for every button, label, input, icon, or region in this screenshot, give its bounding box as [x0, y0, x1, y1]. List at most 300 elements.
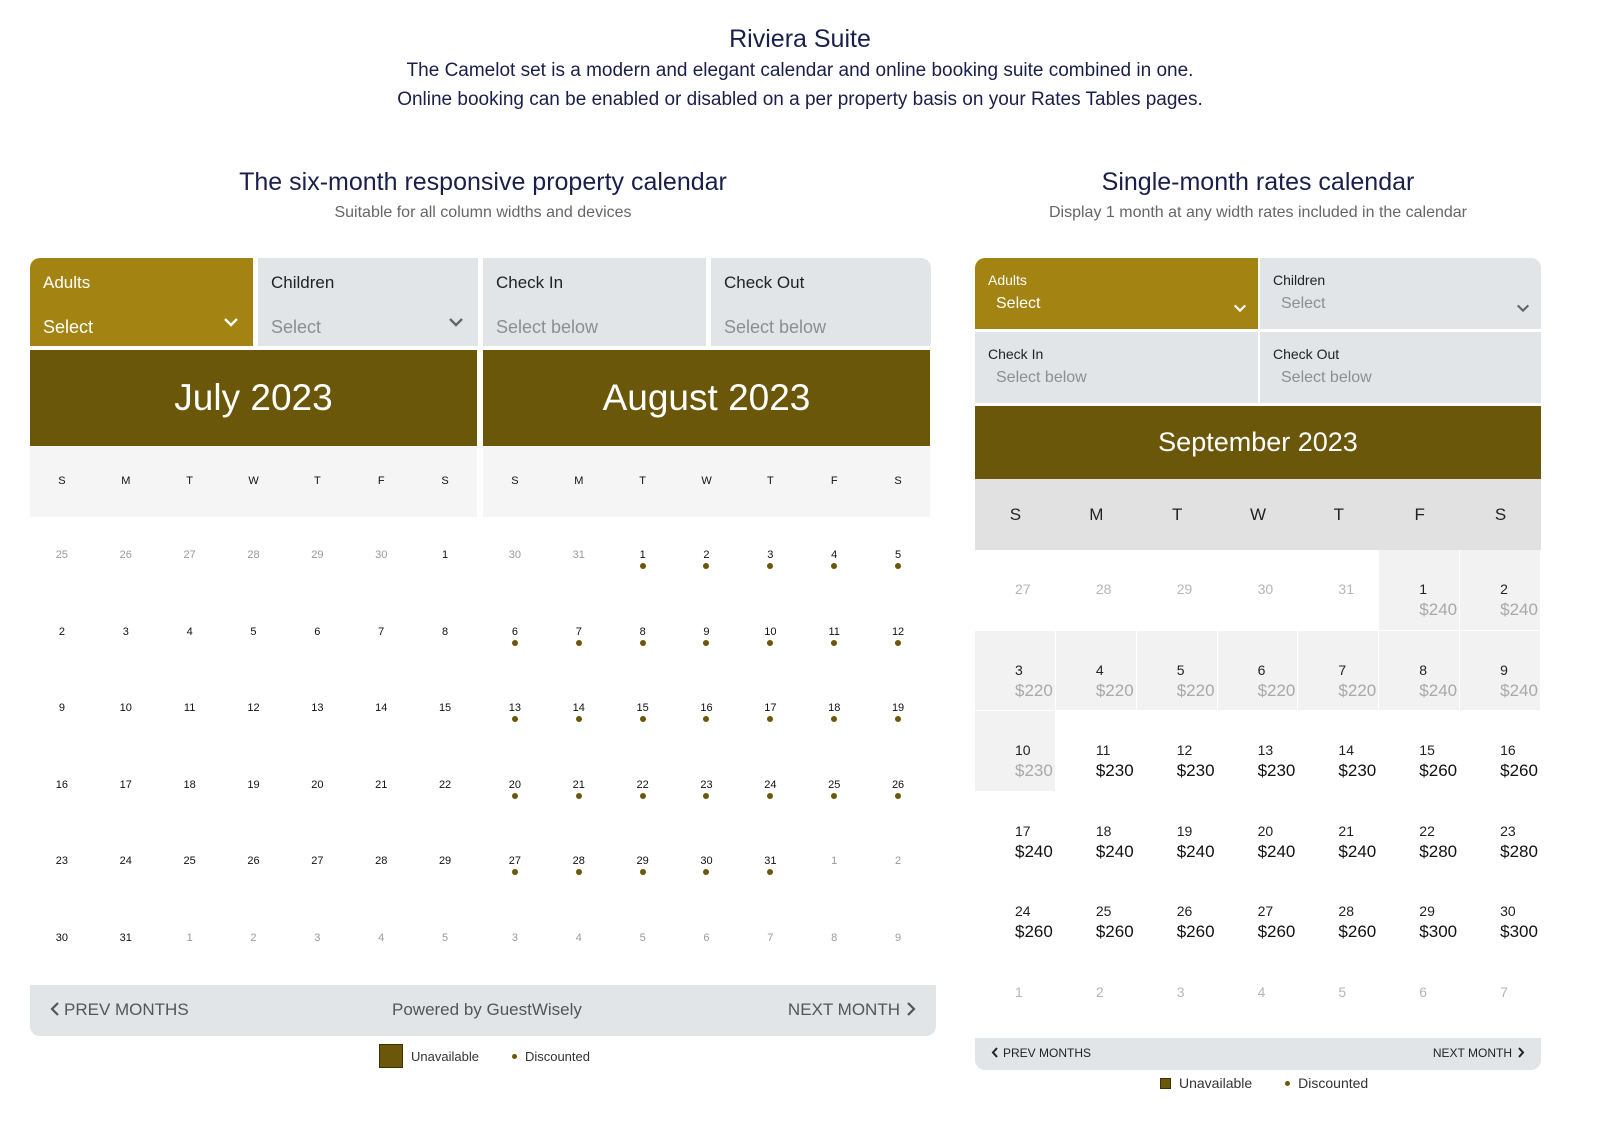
day-cell[interactable] — [222, 823, 286, 900]
day-price: $280 — [1419, 841, 1458, 861]
day-cell[interactable] — [483, 670, 547, 747]
day-number: 1 — [1015, 983, 1023, 1000]
weekday-label: S — [441, 475, 449, 487]
check-in-selector[interactable] — [483, 258, 706, 346]
day-cell[interactable] — [413, 823, 477, 900]
day-cell — [158, 517, 222, 594]
day-cell — [547, 900, 611, 977]
day-number: 6 — [511, 625, 518, 638]
day-cell[interactable] — [975, 792, 1056, 873]
day-cell[interactable] — [94, 594, 158, 671]
page-description-1: The Camelot set is a modern and elegant calendar and online booking suite combined in one. — [406, 60, 1194, 81]
day-cell[interactable] — [94, 900, 158, 977]
day-number: 18 — [1095, 822, 1112, 839]
september-month-header: September 2023 — [975, 406, 1541, 479]
day-price: $230 — [1257, 761, 1296, 780]
chevron-down-icon — [1232, 300, 1248, 316]
single-month-legend — [1160, 1075, 1368, 1091]
day-number: 27 — [1257, 903, 1274, 919]
day-cell[interactable] — [675, 594, 739, 671]
day-cell[interactable] — [738, 670, 802, 747]
day-cell[interactable] — [866, 670, 930, 747]
next-month-button-2[interactable] — [1433, 1046, 1525, 1060]
day-number: 20 — [1257, 822, 1274, 839]
day-number: 11 — [828, 625, 840, 638]
day-cell[interactable] — [30, 900, 94, 977]
day-number: 13 — [311, 702, 324, 714]
day-price: $220 — [1338, 680, 1377, 700]
day-number: 18 — [183, 778, 196, 791]
day-number: 9 — [895, 931, 902, 944]
day-cell[interactable] — [611, 670, 675, 747]
day-number: 28 — [1338, 903, 1354, 919]
discount-dot — [895, 716, 901, 722]
day-price: $260 — [1338, 922, 1377, 941]
day-number: 30 — [508, 549, 522, 561]
weekday-label: T — [767, 475, 774, 487]
day-cell[interactable] — [547, 670, 611, 747]
day-cell[interactable] — [866, 517, 930, 594]
day-cell[interactable] — [158, 747, 222, 824]
day-cell[interactable] — [1056, 711, 1137, 792]
day-number: 27 — [183, 549, 196, 561]
discount-dot — [703, 563, 709, 569]
day-number: 15 — [1419, 742, 1435, 758]
day-number: 30 — [55, 931, 69, 944]
day-number: 13 — [1257, 742, 1274, 758]
day-cell — [611, 900, 675, 977]
day-number: 31 — [119, 931, 132, 944]
day-cell[interactable] — [1460, 872, 1541, 953]
single-month-day-grid — [975, 550, 1541, 1033]
check-out-selector-2[interactable] — [1260, 332, 1541, 403]
day-cell[interactable] — [483, 594, 547, 671]
day-cell — [975, 631, 1056, 712]
day-number: 7 — [1338, 661, 1347, 678]
day-number: 8 — [639, 625, 646, 638]
day-number: 8 — [831, 931, 838, 944]
day-price: $220 — [1095, 680, 1134, 700]
day-cell[interactable] — [975, 872, 1056, 953]
day-price: $260 — [1419, 761, 1458, 780]
chevron-down-icon — [447, 313, 465, 331]
discount-dot — [703, 716, 709, 722]
discount-dot — [831, 716, 837, 722]
day-number: 5 — [1176, 661, 1185, 678]
weekday-label: S — [1009, 505, 1022, 524]
day-cell[interactable] — [675, 670, 739, 747]
day-price: $240 — [1257, 841, 1296, 861]
discount-dot — [767, 563, 773, 569]
day-cell[interactable] — [158, 823, 222, 900]
day-grid — [30, 517, 477, 976]
day-cell[interactable] — [802, 670, 866, 747]
day-number: 4 — [831, 549, 838, 561]
day-price: $260 — [1500, 761, 1538, 780]
day-number: 27 — [1015, 581, 1031, 597]
powered-by-link[interactable]: Powered by GuestWisely — [392, 1000, 582, 1019]
day-number: 9 — [58, 702, 65, 714]
day-number: 12 — [1176, 742, 1193, 758]
day-cell[interactable] — [30, 747, 94, 824]
day-number: 28 — [375, 855, 388, 867]
day-cell — [1137, 631, 1218, 712]
day-cell[interactable] — [1298, 792, 1379, 873]
day-cell — [222, 517, 286, 594]
day-number: 28 — [572, 855, 585, 867]
day-cell — [1056, 953, 1137, 1034]
weekday-label: F — [1414, 505, 1425, 524]
discount-dot — [831, 640, 837, 646]
unavailable-swatch-2 — [1160, 1078, 1171, 1089]
day-cell[interactable] — [413, 517, 477, 594]
day-number: 29 — [438, 855, 452, 867]
weekday-label: S — [894, 475, 902, 487]
day-cell — [349, 900, 413, 977]
adults-selector-2[interactable] — [975, 258, 1258, 329]
day-cell[interactable] — [611, 594, 675, 671]
month-calendar — [30, 350, 477, 976]
discount-dot — [703, 640, 709, 646]
day-cell[interactable] — [349, 670, 413, 747]
day-number: 5 — [442, 931, 449, 944]
six-month-title: The six-month responsive property calendar — [239, 168, 727, 196]
day-cell[interactable] — [802, 517, 866, 594]
day-number: 15 — [636, 702, 649, 714]
day-number: 6 — [1257, 661, 1266, 678]
day-cell — [1137, 550, 1218, 631]
day-cell[interactable] — [675, 747, 739, 824]
day-number: 10 — [119, 702, 132, 714]
day-number: 18 — [828, 702, 841, 714]
day-number: 17 — [764, 702, 777, 714]
six-month-legend — [379, 1044, 590, 1068]
day-cell — [1056, 631, 1137, 712]
discount-dot — [640, 793, 646, 799]
day-cell — [30, 517, 94, 594]
adults-selector[interactable] — [30, 258, 253, 346]
day-cell[interactable] — [1379, 792, 1460, 873]
weekday-label: M — [1089, 505, 1104, 524]
day-cell[interactable] — [1056, 792, 1137, 873]
day-cell[interactable] — [802, 594, 866, 671]
single-month-subtitle: Display 1 month at any width rates included in the calendar — [1048, 204, 1467, 221]
day-number: 26 — [891, 778, 905, 791]
day-cell — [1379, 953, 1460, 1034]
check-in-selector-2[interactable] — [975, 332, 1258, 403]
legend-discounted-2: Discounted — [1298, 1075, 1369, 1091]
day-price: $260 — [1257, 922, 1296, 941]
day-number: 23 — [1500, 822, 1516, 839]
legend-discounted: Discounted — [524, 1048, 590, 1064]
day-cell — [1056, 550, 1137, 631]
day-cell[interactable] — [158, 594, 222, 671]
next-month-label-2: NEXT MONTH — [1432, 1046, 1512, 1060]
day-number: 1 — [831, 855, 838, 867]
day-number: 1 — [639, 549, 646, 561]
page-description-2: Online booking can be enabled or disabled on a per property basis on your Rates Tables pages. — [397, 89, 1203, 110]
day-cell[interactable] — [1379, 711, 1460, 792]
discount-dot — [895, 563, 901, 569]
day-price: $260 — [1095, 922, 1134, 941]
day-cell — [94, 517, 158, 594]
day-number: 4 — [1095, 661, 1104, 678]
day-cell[interactable] — [222, 747, 286, 824]
next-month-button[interactable] — [788, 1000, 916, 1020]
day-cell[interactable] — [738, 594, 802, 671]
unavailable-swatch — [379, 1044, 403, 1068]
selector-value: Select below — [496, 317, 599, 337]
day-cell[interactable] — [30, 670, 94, 747]
day-cell[interactable] — [866, 594, 930, 671]
day-number: 11 — [183, 702, 196, 714]
day-cell — [1460, 550, 1541, 631]
day-price: $260 — [1015, 922, 1053, 941]
selector-value: Select — [43, 317, 94, 337]
legend-unavailable: Unavailable — [411, 1048, 479, 1064]
single-month-nav-bar — [975, 1038, 1541, 1070]
day-cell[interactable] — [1137, 792, 1218, 873]
day-number: 25 — [55, 549, 69, 561]
selector-label: Adults — [43, 273, 91, 292]
day-cell — [1218, 550, 1299, 631]
day-cell — [802, 900, 866, 977]
day-cell[interactable] — [349, 823, 413, 900]
day-cell[interactable] — [547, 823, 611, 900]
day-number: 22 — [636, 778, 649, 791]
chevron-right-icon — [906, 1002, 916, 1016]
day-number: 2 — [1500, 581, 1508, 597]
day-number: 6 — [1419, 983, 1428, 1000]
day-cell[interactable] — [1137, 872, 1218, 953]
single-month-weekday-row — [975, 479, 1541, 550]
weekday-label: F — [830, 475, 838, 487]
day-cell — [866, 900, 930, 977]
day-cell — [738, 900, 802, 977]
day-number: 10 — [764, 625, 777, 638]
day-cell — [1218, 631, 1299, 712]
day-cell[interactable] — [349, 747, 413, 824]
day-price: $240 — [1095, 841, 1134, 861]
day-number: 24 — [764, 778, 777, 791]
day-number: 21 — [1338, 822, 1354, 839]
day-cell[interactable] — [738, 517, 802, 594]
day-number: 11 — [1095, 742, 1111, 758]
day-number: 28 — [1095, 581, 1112, 597]
day-number: 7 — [378, 625, 385, 638]
day-number: 9 — [703, 625, 710, 638]
day-number: 29 — [1176, 581, 1193, 597]
day-price: $220 — [1015, 680, 1053, 700]
day-cell[interactable] — [94, 670, 158, 747]
day-cell[interactable] — [94, 823, 158, 900]
day-cell[interactable] — [1379, 872, 1460, 953]
day-cell — [158, 900, 222, 977]
day-cell[interactable] — [1218, 792, 1299, 873]
day-number: 14 — [375, 702, 388, 714]
discount-dot — [767, 869, 773, 875]
day-number: 29 — [636, 855, 649, 867]
discount-dot — [640, 716, 646, 722]
day-number: 4 — [575, 931, 582, 944]
discount-dot — [895, 640, 901, 646]
day-cell[interactable] — [738, 823, 802, 900]
day-grid — [483, 517, 930, 976]
day-number: 23 — [700, 778, 713, 791]
day-cell[interactable] — [1460, 792, 1541, 873]
discount-dot — [703, 869, 709, 875]
day-cell[interactable] — [675, 517, 739, 594]
discount-dot — [576, 869, 582, 875]
day-number: 24 — [1015, 903, 1031, 919]
children-selector-2[interactable] — [1260, 258, 1541, 329]
chevron-right-icon — [1517, 1047, 1525, 1058]
day-number: 26 — [247, 855, 260, 867]
day-number: 5 — [639, 931, 646, 944]
weekday-label: T — [639, 475, 647, 487]
day-cell — [547, 517, 611, 594]
day-number: 12 — [891, 625, 905, 638]
day-price: $230 — [1338, 761, 1377, 780]
day-cell[interactable] — [1218, 711, 1299, 792]
day-number: 4 — [186, 625, 193, 638]
legend-unavailable-2: Unavailable — [1179, 1075, 1253, 1091]
day-cell[interactable] — [802, 747, 866, 824]
day-number: 14 — [572, 702, 585, 714]
weekday-label: W — [1249, 505, 1267, 524]
weekday-label: T — [186, 475, 194, 487]
day-cell — [1379, 631, 1460, 712]
day-cell[interactable] — [413, 747, 477, 824]
day-number: 23 — [55, 855, 69, 867]
month-header: July 2023 — [30, 350, 477, 446]
day-number: 30 — [700, 855, 713, 867]
prev-months-button-2[interactable] — [991, 1046, 1091, 1060]
day-cell — [975, 953, 1056, 1034]
day-cell[interactable] — [413, 670, 477, 747]
day-number: 25 — [1095, 903, 1112, 919]
day-cell[interactable] — [866, 747, 930, 824]
day-cell[interactable] — [413, 594, 477, 671]
next-month-label: NEXT MONTH — [787, 1000, 900, 1019]
day-number: 28 — [247, 549, 260, 561]
day-cell[interactable] — [1298, 711, 1379, 792]
weekday-label: F — [377, 475, 385, 487]
day-number: 1 — [442, 549, 449, 561]
day-cell[interactable] — [1056, 872, 1137, 953]
day-number: 30 — [375, 549, 388, 561]
day-cell[interactable] — [30, 594, 94, 671]
children-selector[interactable] — [258, 258, 478, 346]
discount-dot — [703, 793, 709, 799]
discount-dot — [640, 640, 646, 646]
day-number: 30 — [1500, 903, 1516, 919]
weekday-label: M — [121, 475, 131, 487]
day-price: $240 — [1419, 680, 1458, 700]
day-number: 16 — [1500, 742, 1516, 758]
day-number: 31 — [572, 549, 585, 561]
page-title: Riviera Suite — [729, 25, 871, 53]
day-cell[interactable] — [349, 594, 413, 671]
day-cell[interactable] — [222, 594, 286, 671]
day-cell[interactable] — [1137, 711, 1218, 792]
day-cell[interactable] — [675, 823, 739, 900]
six-month-nav-bar — [30, 985, 936, 1036]
day-cell[interactable] — [1218, 872, 1299, 953]
day-number: 3 — [122, 625, 129, 638]
day-price: $230 — [1095, 761, 1134, 780]
weekday-label: T — [1333, 505, 1345, 524]
discount-dot — [512, 716, 518, 722]
day-cell[interactable] — [483, 823, 547, 900]
weekday-label: W — [248, 475, 259, 487]
day-cell[interactable] — [738, 747, 802, 824]
day-number: 26 — [1176, 903, 1193, 919]
day-cell[interactable] — [611, 517, 675, 594]
day-cell — [483, 517, 547, 594]
day-cell[interactable] — [285, 670, 349, 747]
weekday-label: M — [574, 475, 584, 487]
day-number: 17 — [1015, 822, 1031, 839]
day-number: 1 — [186, 931, 193, 944]
discount-dot — [767, 640, 773, 646]
day-cell — [1379, 550, 1460, 631]
day-cell[interactable] — [483, 747, 547, 824]
check-out-selector[interactable] — [711, 258, 931, 346]
day-cell[interactable] — [1460, 711, 1541, 792]
day-price: $240 — [1176, 841, 1215, 861]
day-cell[interactable] — [611, 747, 675, 824]
day-cell[interactable] — [222, 670, 286, 747]
day-number: 1 — [1419, 581, 1428, 597]
day-cell[interactable] — [547, 594, 611, 671]
day-cell[interactable] — [1298, 872, 1379, 953]
day-price: $220 — [1257, 680, 1296, 700]
day-number: 14 — [1338, 742, 1354, 758]
day-cell — [1298, 953, 1379, 1034]
day-cell[interactable] — [285, 747, 349, 824]
day-cell[interactable] — [547, 747, 611, 824]
day-cell — [1218, 953, 1299, 1034]
weekday-row — [483, 446, 930, 517]
discount-dot — [576, 640, 582, 646]
day-cell[interactable] — [285, 594, 349, 671]
day-number: 13 — [508, 702, 522, 714]
chevron-down-icon — [1515, 300, 1531, 316]
day-number: 4 — [1257, 983, 1266, 1000]
discount-dot — [640, 563, 646, 569]
day-number: 2 — [895, 855, 902, 867]
selector-label: Children — [271, 273, 335, 292]
weekday-label: W — [701, 475, 712, 487]
selector-label: Check Out — [1273, 346, 1340, 362]
selector-label: Check Out — [724, 273, 805, 292]
discount-dot — [512, 640, 518, 646]
day-number: 3 — [314, 931, 321, 944]
prev-months-button[interactable] — [50, 1000, 189, 1020]
day-cell[interactable] — [285, 823, 349, 900]
day-cell[interactable] — [94, 747, 158, 824]
day-cell[interactable] — [611, 823, 675, 900]
selector-value: Select below — [724, 317, 827, 337]
day-price: $300 — [1419, 922, 1458, 941]
day-number: 22 — [438, 778, 452, 791]
weekday-row — [30, 446, 477, 517]
day-cell[interactable] — [30, 823, 94, 900]
day-cell[interactable] — [158, 670, 222, 747]
day-number: 2 — [250, 931, 257, 944]
day-cell — [483, 900, 547, 977]
